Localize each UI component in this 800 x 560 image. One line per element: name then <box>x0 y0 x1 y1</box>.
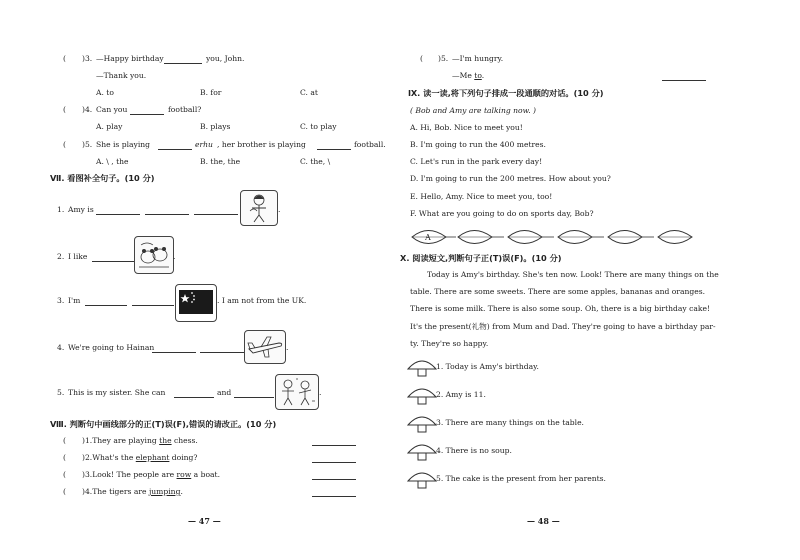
s7-item4-number: 4. <box>57 343 65 352</box>
s7-item2-end: . <box>173 252 176 261</box>
s8-item4-paren: ( <box>63 487 66 496</box>
s8-item4-correction[interactable] <box>312 487 356 497</box>
r-q5-number: )5. <box>438 54 449 63</box>
s9-item-d: D. I'm going to run the 200 metres. How about you? <box>410 174 611 183</box>
flag-picture <box>175 284 217 322</box>
s7-item5-text: This is my sister. She can <box>68 388 166 397</box>
leaf-chain <box>408 226 708 248</box>
s10-item-1: 1. Today is Amy's birthday. <box>436 362 539 371</box>
s10-passage-line4: It's the present(礼物) from Mum and Dad. They're going to have a birthday par- <box>410 322 716 331</box>
r-q5-line1: —I'm hungry. <box>452 54 504 63</box>
s7-item1-end: . <box>278 205 281 214</box>
s7-item3-end: . I am not from the UK. <box>217 296 307 305</box>
page-number-48: — 48 — <box>527 516 560 526</box>
q4-paren: ( <box>63 105 66 114</box>
q5-text-end: football. <box>354 140 386 149</box>
s10-passage-line5: ty. They're so happy. <box>410 339 489 348</box>
q5-number: )5. <box>82 140 93 149</box>
q3-reply: —Thank you. <box>96 71 147 80</box>
mushroom-5-icon[interactable] <box>406 468 440 490</box>
s7-item2-blank[interactable] <box>92 252 134 262</box>
s8-item3-correction[interactable] <box>312 470 356 480</box>
s10-item-2: 2. Amy is 11. <box>436 390 486 399</box>
s7-item2-text: I like <box>68 252 88 261</box>
s10-passage-line1: Today is Amy's birthday. She's ten now. Look! There are many things on the <box>427 270 719 279</box>
mushroom-2-icon[interactable] <box>406 384 440 406</box>
s7-item3-text: I'm <box>68 296 81 305</box>
q4-option-a: A. play <box>96 122 123 131</box>
s9-item-a: A. Hi, Bob. Nice to meet you! <box>410 123 523 132</box>
s7-item5-blank-2[interactable] <box>234 388 274 398</box>
s8-item1-paren: ( <box>63 436 66 445</box>
leaf-4[interactable] <box>558 231 592 244</box>
s7-item4-blank-2[interactable] <box>200 343 244 353</box>
q5-text-mid: , her brother is playing <box>217 140 306 149</box>
q5-option-a: A. \ , the <box>96 157 129 166</box>
s9-item-e: E. Hello, Amy. Nice to meet you, too! <box>410 192 553 201</box>
q5-blank-1[interactable] <box>158 140 192 150</box>
s7-item4-text: We're going to Hainan <box>68 343 155 352</box>
section-9-title: Ⅸ. 读一读,将下列句子排成一段通顺的对话。(10 分) <box>408 88 604 98</box>
section-10-title: Ⅹ. 阅读短文,判断句子正(T)误(F)。(10 分) <box>400 253 562 263</box>
pandas-drawing-icon <box>135 237 176 273</box>
s7-item3-number: 3. <box>57 296 65 305</box>
q3-text: —Happy birthday <box>96 54 164 63</box>
q5-paren: ( <box>63 140 66 149</box>
girl-drawing-icon <box>241 191 277 225</box>
q3-blank[interactable] <box>164 54 202 64</box>
s8-item1-correction[interactable] <box>312 436 356 446</box>
q5-erhu: erhu <box>195 140 213 149</box>
q3-paren: ( <box>63 54 66 63</box>
q4-text-end: football? <box>168 105 202 114</box>
s7-item3-blank-2[interactable] <box>132 296 174 306</box>
s7-item3-blank-1[interactable] <box>85 296 127 306</box>
s9-note: ( Bob and Amy are talking now. ) <box>410 106 537 115</box>
s7-item4-end: . <box>286 343 289 352</box>
leaf-5[interactable] <box>608 231 642 244</box>
q3-text-end: you, John. <box>206 54 245 63</box>
s7-item1-text: Amy is <box>68 205 94 214</box>
s8-item2-text: )2.What's the elephant doing? <box>82 453 198 462</box>
s8-item1-text: )1.They are playing the chess. <box>82 436 198 445</box>
s7-item5-and: and <box>217 388 232 397</box>
q4-number: )4. <box>82 105 93 114</box>
china-flag-icon <box>176 285 216 321</box>
girl-picture <box>240 190 281 226</box>
s7-item1-number: 1. <box>57 205 65 214</box>
s9-item-c: C. Let's run in the park every day! <box>410 157 543 166</box>
leaf-3[interactable] <box>508 231 542 244</box>
q5-option-b: B. the, the <box>200 157 241 166</box>
leaf-2[interactable] <box>458 231 492 244</box>
section-7-title: Ⅶ. 看图补全句子。(10 分) <box>50 173 155 183</box>
s7-item5-blank-1[interactable] <box>174 388 214 398</box>
r-q5-line2: —Me to. <box>452 71 485 80</box>
mushroom-1-icon[interactable] <box>406 356 440 378</box>
s7-item5-end: . <box>319 388 322 397</box>
leaf-6[interactable] <box>658 231 692 244</box>
s10-passage-line2: table. There are some sweets. There are some apples, bananas and oranges. <box>410 287 706 296</box>
q3-option-b: B. for <box>200 88 222 97</box>
s8-item2-correction[interactable] <box>312 453 356 463</box>
mushroom-3-icon[interactable] <box>406 412 440 434</box>
r-q5-paren: ( <box>420 54 423 63</box>
plane-picture <box>244 330 289 364</box>
q5-text: She is playing <box>96 140 151 149</box>
mushroom-4-icon[interactable] <box>406 440 440 462</box>
q4-blank[interactable] <box>130 105 164 115</box>
r-q5-correction[interactable] <box>662 71 706 81</box>
s9-item-b: B. I'm going to run the 400 metres. <box>410 140 546 149</box>
q5-option-c: C. the, \ <box>300 157 331 166</box>
s8-item3-text: )3.Look! The people are row a boat. <box>82 470 221 479</box>
s10-item-4: 4. There is no soup. <box>436 446 512 455</box>
s7-item1-blank-1[interactable] <box>96 205 140 215</box>
s10-item-5: 5. The cake is the present from her parents. <box>436 474 606 483</box>
leaf-1-label: A <box>425 233 431 242</box>
animals-picture <box>134 236 174 274</box>
s7-item1-blank-2[interactable] <box>145 205 189 215</box>
s7-item4-blank-1[interactable] <box>152 343 196 353</box>
q5-blank-2[interactable] <box>317 140 351 150</box>
sister-activities-icon <box>276 375 318 409</box>
s9-item-f: F. What are you going to do on sports day, Bob? <box>410 209 594 218</box>
q4-option-c: C. to play <box>300 122 337 131</box>
q4-option-b: B. plays <box>200 122 231 131</box>
sister-picture <box>275 374 322 410</box>
s8-item4-text: )4.The tigers are jumping. <box>82 487 183 496</box>
s7-item2-number: 2. <box>57 252 65 261</box>
s10-passage-line3: There is some milk. There is also some soup. Oh, there is a big birthday cake! <box>410 304 711 313</box>
q3-option-a: A. to <box>96 88 114 97</box>
s8-item3-paren: ( <box>63 470 66 479</box>
s7-item5-number: 5. <box>57 388 65 397</box>
s10-item-3: 3. There are many things on the table. <box>436 418 584 427</box>
q3-option-c: C. at <box>300 88 318 97</box>
section-8-title: Ⅷ. 判断句中画线部分的正(T)误(F),错误的请改正。(10 分) <box>50 419 277 429</box>
s7-item1-blank-3[interactable] <box>194 205 238 215</box>
page-number-47: — 47 — <box>188 516 221 526</box>
q4-text: Can you <box>96 105 128 114</box>
s8-item2-paren: ( <box>63 453 66 462</box>
q3-number: )3. <box>82 54 93 63</box>
airplane-icon <box>245 331 285 363</box>
